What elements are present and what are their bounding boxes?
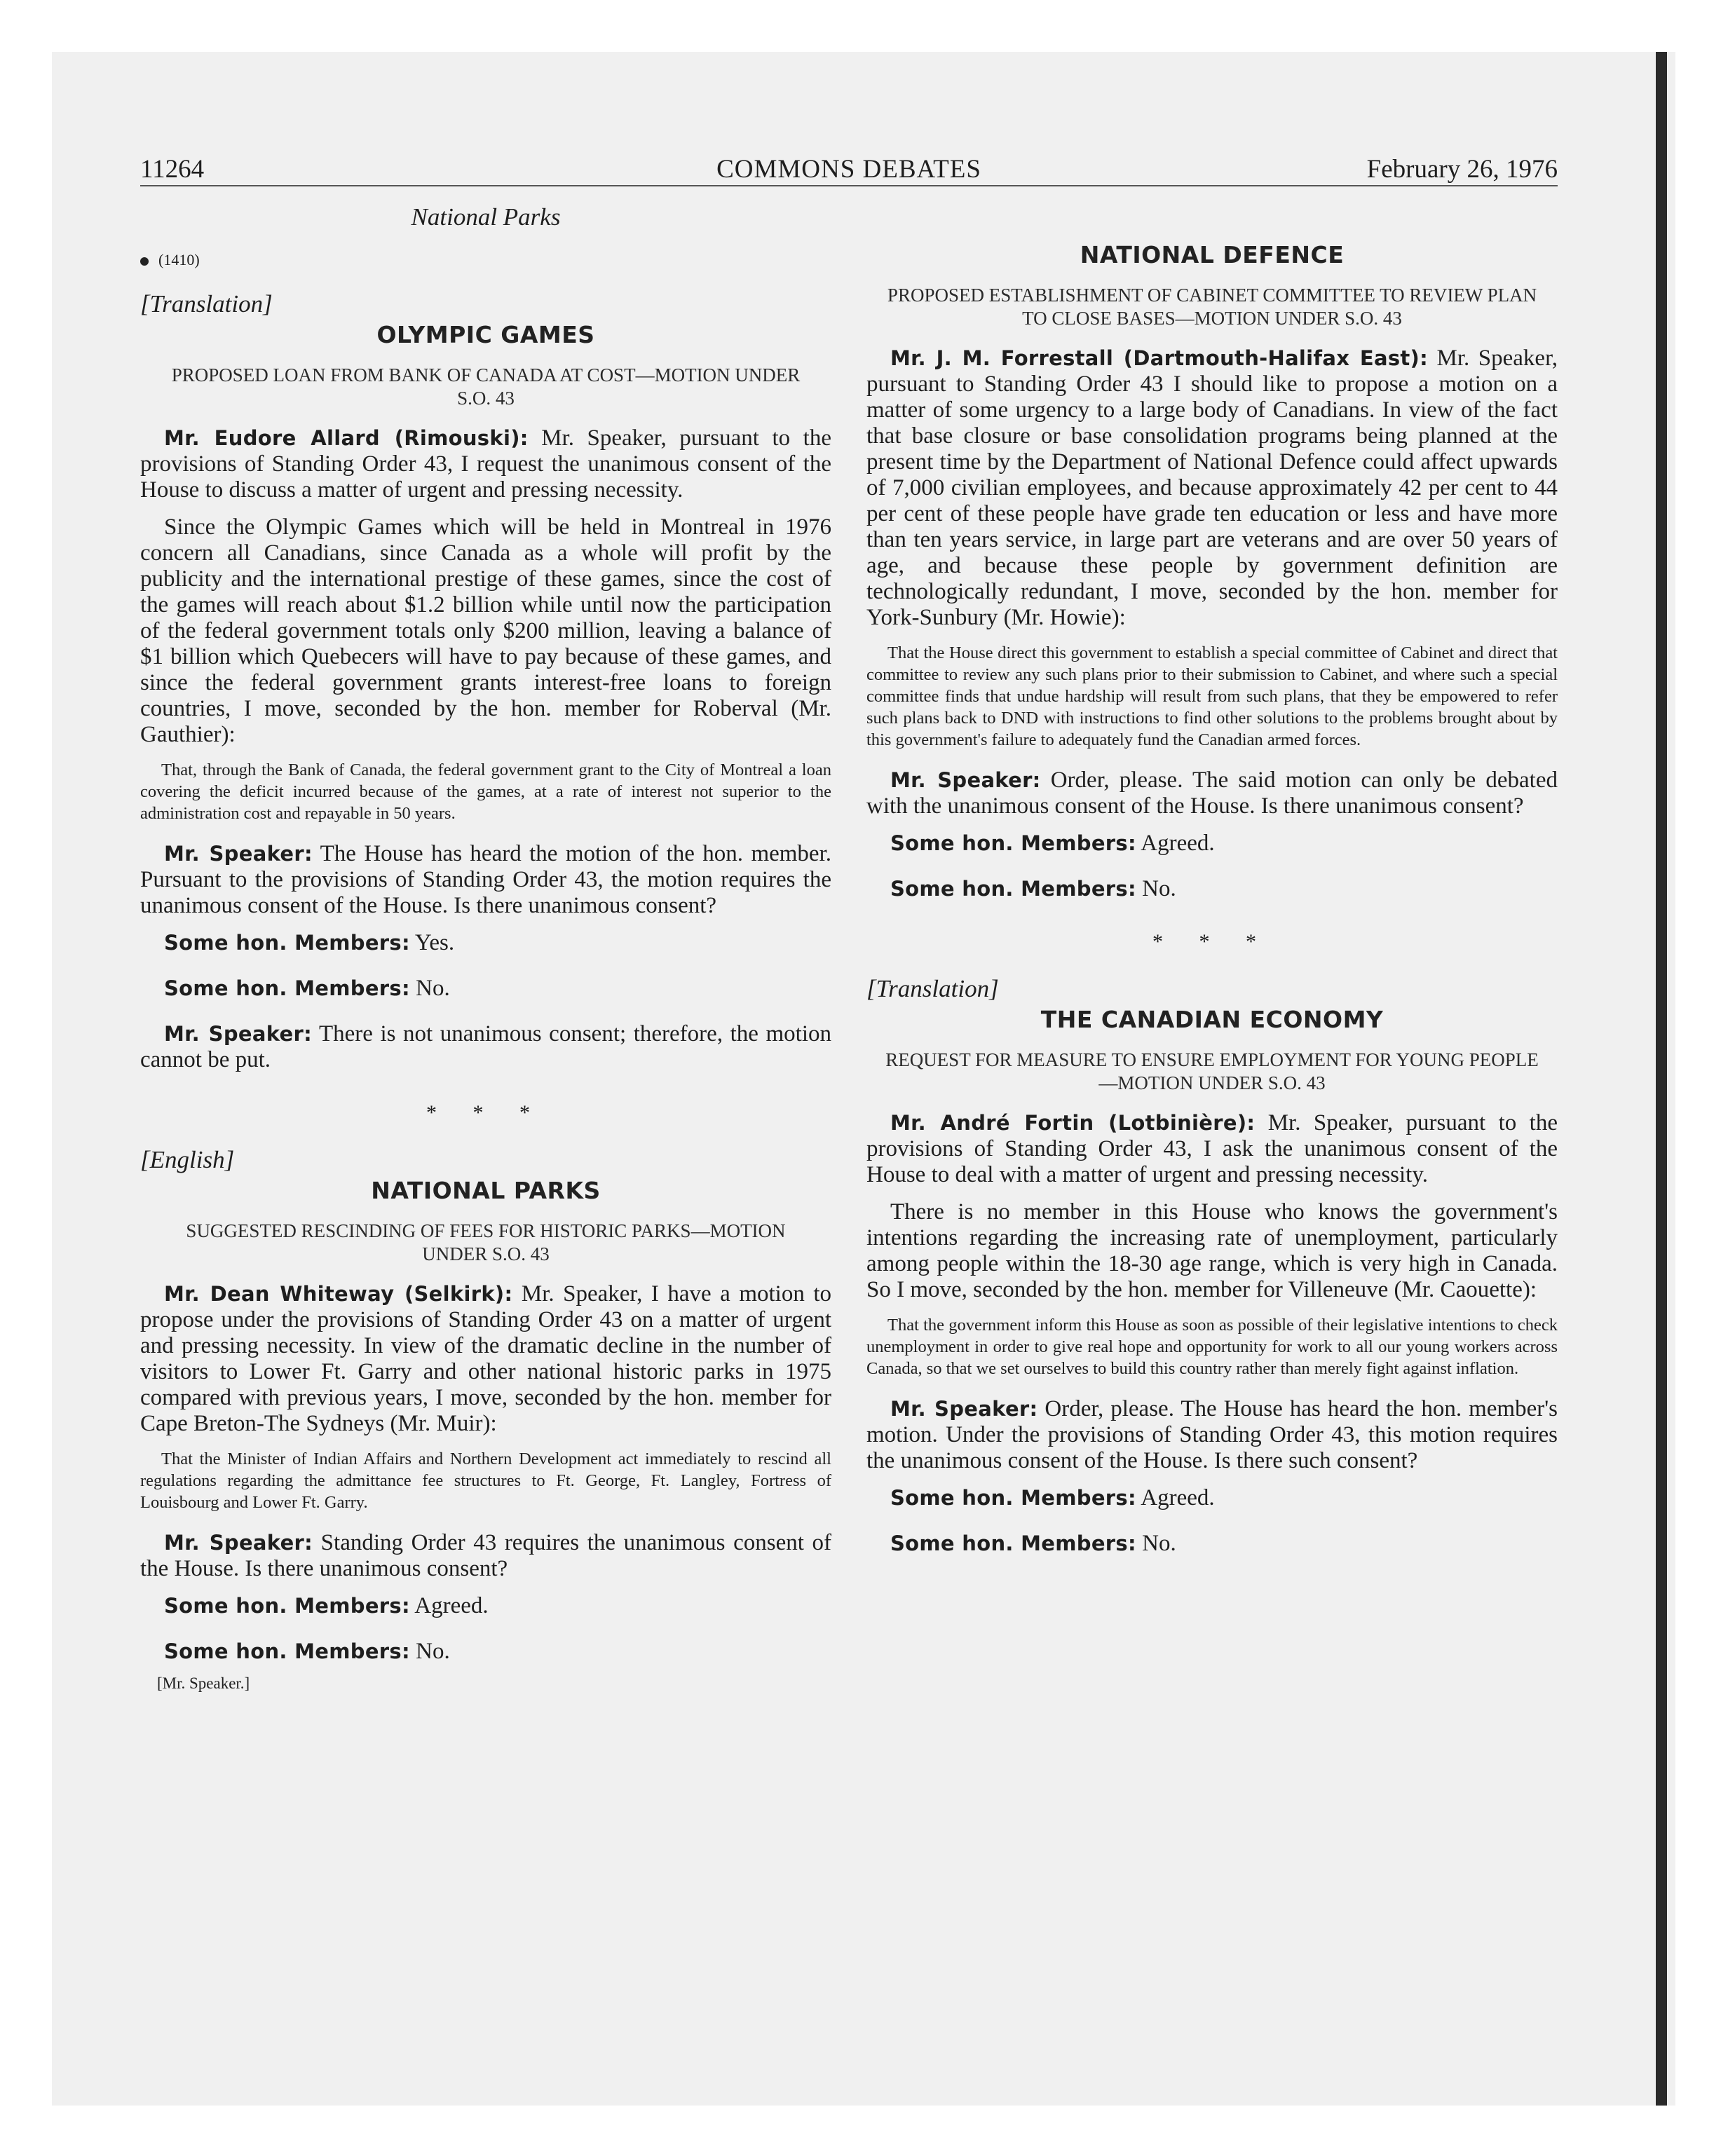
- bullet-icon: [140, 257, 149, 266]
- speaker-name: Some hon. Members:: [890, 831, 1136, 855]
- speech-paragraph: [140, 1281, 831, 1437]
- speech-text: Order, please. The said motion can only be debated with the unanimous consent of the House. Is there unanimous consent?: [866, 767, 1558, 819]
- speech-text: No.: [1136, 876, 1176, 901]
- section-separator: * * *: [1152, 930, 1272, 953]
- speaker-name: Mr. Eudore Allard (Rimouski):: [164, 426, 529, 450]
- speaker-name: Some hon. Members:: [890, 877, 1136, 901]
- speech-text: Order, please. The House has heard the hon. member's motion. Under the provisions of Standing Order 43, this motion requires the unanimous consent of the House. Is there such consent?: [866, 1396, 1558, 1473]
- speech-paragraph: [140, 425, 831, 503]
- speech-paragraph: Since the Olympic Games which will be held in Montreal in 1976 concern all Canadians, since Canada as a whole will profit by the publicity and the international prestige of these games, since the cost of the games will reach about $1.2 billion while until now the participation of the federal government totals only $200 million, leaving a balance of $1 billion which Quebecers will have to pay because of these games, and since the federal government grants interest-free loans to foreign countries, I move, seconded by the hon. member for Roberval (Mr. Gauthier):: [140, 514, 831, 747]
- reply-paragraph: [866, 831, 1558, 857]
- reply-paragraph: [140, 976, 831, 1002]
- speech-text: There is not unanimous consent; therefore, the motion cannot be put.: [140, 1021, 831, 1072]
- left-column: [140, 203, 831, 1696]
- language-note: [English]: [140, 1146, 235, 1173]
- speaker-name: Mr. J. M. Forrestall (Dartmouth-Halifax East):: [890, 346, 1429, 370]
- speech-text: Agreed.: [1136, 831, 1215, 856]
- speaker-name: Mr. Dean Whiteway (Selkirk):: [164, 1282, 513, 1306]
- page-number: 11264: [140, 155, 205, 184]
- speech-text: Yes.: [409, 930, 455, 955]
- motion-text: That the government inform this House as soon as possible of their legislative intentions to check unemployment in order to give real hope and opportunity for work to all our young workers across Canada, so that we set ourselves to build this country rather than merely fight against inflation.: [866, 1316, 1558, 1378]
- reply-paragraph: [140, 1593, 831, 1619]
- motion-text: That the House direct this government to establish a special committee of Cabinet and direct that committee to review any such plans prior to their submission to Cabinet, and where such a special committee finds that undue hardship will result from such plans, that they be empowered to refer such plans back to DND with instructions to find other solutions to the problems brought about by this government's failure to adequately fund the Canadian armed forces.: [866, 643, 1558, 749]
- language-note: [Translation]: [140, 290, 273, 318]
- section-separator: * * *: [426, 1101, 545, 1124]
- running-head: National Parks: [411, 203, 561, 231]
- language-note: [Translation]: [866, 975, 999, 1002]
- speech-text: The House has heard the motion of the hon. member. Pursuant to the provisions of Standing Order 43, the motion requires the unanimous consent of the House. Is there unanimous consent?: [140, 841, 831, 918]
- speech-paragraph: [140, 1530, 831, 1582]
- speaker-name: Mr. Speaker:: [164, 842, 313, 866]
- reply-paragraph: [866, 876, 1558, 902]
- speech-paragraph: [140, 1021, 831, 1073]
- speaker-attribution: [Mr. Speaker.]: [157, 1674, 250, 1692]
- speaker-name: Mr. Speaker:: [890, 1397, 1038, 1421]
- speaker-name: Some hon. Members:: [890, 1486, 1136, 1510]
- speaker-name: Some hon. Members:: [164, 976, 410, 1000]
- speaker-name: Some hon. Members:: [164, 931, 410, 955]
- section-subhead-national-parks: SUGGESTED RESCINDING OF FEES FOR HISTORIC PARKS—MOTION UNDER S.O. 43: [186, 1220, 786, 1264]
- section-title-olympic-games: OLYMPIC GAMES: [376, 321, 595, 348]
- speech-text: Agreed.: [1136, 1485, 1215, 1510]
- speech-paragraph: [866, 767, 1558, 819]
- speech-text: No.: [409, 976, 450, 1001]
- speaker-name: Mr. Speaker:: [164, 1531, 313, 1555]
- speech-paragraph: [140, 841, 831, 919]
- right-column: [866, 238, 1558, 1576]
- section-subhead-canadian-economy: REQUEST FOR MEASURE TO ENSURE EMPLOYMENT FOR YOUNG PEOPLE—MOTION UNDER S.O. 43: [885, 1049, 1539, 1093]
- page-edge-shadow: [1656, 52, 1667, 2106]
- speech-text: Mr. Speaker, pursuant to the provisions of Standing Order 43, I request the unanimous consent of the House to discuss a matter of urgent and pressing necessity.: [140, 425, 831, 503]
- time-marker-label: (1410): [158, 251, 200, 268]
- speech-paragraph: [866, 1110, 1558, 1188]
- speaker-name: Mr. Speaker:: [164, 1022, 313, 1046]
- speaker-name: Some hon. Members:: [164, 1639, 410, 1663]
- motion-text: That the Minister of Indian Affairs and Northern Development act immediately to rescind all regulations regarding the admittance fee structures to Ft. George, Ft. Langley, Fortress of Louisbourg and Lower Ft. Garry.: [140, 1449, 831, 1512]
- reply-paragraph: [140, 930, 831, 956]
- speech-text: No.: [409, 1639, 450, 1664]
- speaker-name: Some hon. Members:: [164, 1594, 410, 1618]
- section-title-national-parks: NATIONAL PARKS: [371, 1177, 601, 1204]
- speech-text: Mr. Speaker, pursuant to Standing Order 43 I should like to propose a motion on a matter of some urgency to a large body of Canadians. In view of the fact that base closure or base consolidation programs being planned at the present time by the Department of National Defence could affect upwards of 7,000 civilian employees, and because approximately 42 per cent to 44 per cent of these people have grade ten education or less and have more than ten years service, in large part are veterans and are over 50 years of age, and because these people by government definition are technologically redundant, I move, seconded by the hon. member for York-Sunbury (Mr. Howie):: [866, 346, 1558, 630]
- speech-text: No.: [1136, 1531, 1176, 1556]
- reply-paragraph: [866, 1485, 1558, 1511]
- publication-date: February 26, 1976: [1366, 155, 1558, 184]
- section-title-canadian-economy: THE CANADIAN ECONOMY: [1040, 1006, 1384, 1033]
- section-subhead-national-defence: PROPOSED ESTABLISHMENT OF CABINET COMMITTEE TO REVIEW PLAN TO CLOSE BASES—MOTION UNDER S.O. 43: [887, 285, 1537, 329]
- speech-paragraph: [866, 346, 1558, 631]
- reply-paragraph: [140, 1639, 831, 1665]
- speaker-name: Mr. André Fortin (Lotbinière):: [890, 1111, 1256, 1135]
- section-title-national-defence: NATIONAL DEFENCE: [1080, 241, 1345, 268]
- speaker-name: Mr. Speaker:: [890, 768, 1041, 792]
- speech-text: Agreed.: [409, 1593, 489, 1618]
- speech-paragraph: There is no member in this House who knows the government's intentions regarding the increasing rate of unemployment, particularly among people within the 18-30 age range, which is very high in Canada. So I move, seconded by the hon. member for Villeneuve (Mr. Caouette):: [866, 1199, 1558, 1302]
- speech-text: Mr. Speaker, pursuant to the provisions of Standing Order 43, I ask the unanimous consent of the House to deal with a matter of urgent and pressing necessity.: [866, 1110, 1558, 1187]
- page-header: [140, 154, 1558, 186]
- reply-paragraph: [866, 1531, 1558, 1557]
- publication-title: COMMONS DEBATES: [716, 155, 981, 184]
- speaker-name: Some hon. Members:: [890, 1531, 1136, 1555]
- speech-text: Mr. Speaker, I have a motion to propose under the provisions of Standing Order 43 on a matter of urgent and pressing necessity. In view of the dramatic decline in the number of visitors to Lower Ft. Garry and other national historic parks in 1975 compared with previous years, I move, seconded by the hon. member for Cape Breton-The Sydneys (Mr. Muir):: [140, 1281, 832, 1436]
- time-marker: [140, 251, 831, 269]
- speech-paragraph: [866, 1396, 1558, 1474]
- section-subhead-olympic-games: PROPOSED LOAN FROM BANK OF CANADA AT COST—MOTION UNDER S.O. 43: [171, 364, 801, 409]
- motion-text: That, through the Bank of Canada, the federal government grant to the City of Montreal a loan covering the deficit incurred because of the games, at a rate of interest not superior to the administration cost and repayable in 50 years.: [140, 760, 831, 823]
- speech-text: Standing Order 43 requires the unanimous consent of the House. Is there unanimous consent?: [140, 1530, 831, 1581]
